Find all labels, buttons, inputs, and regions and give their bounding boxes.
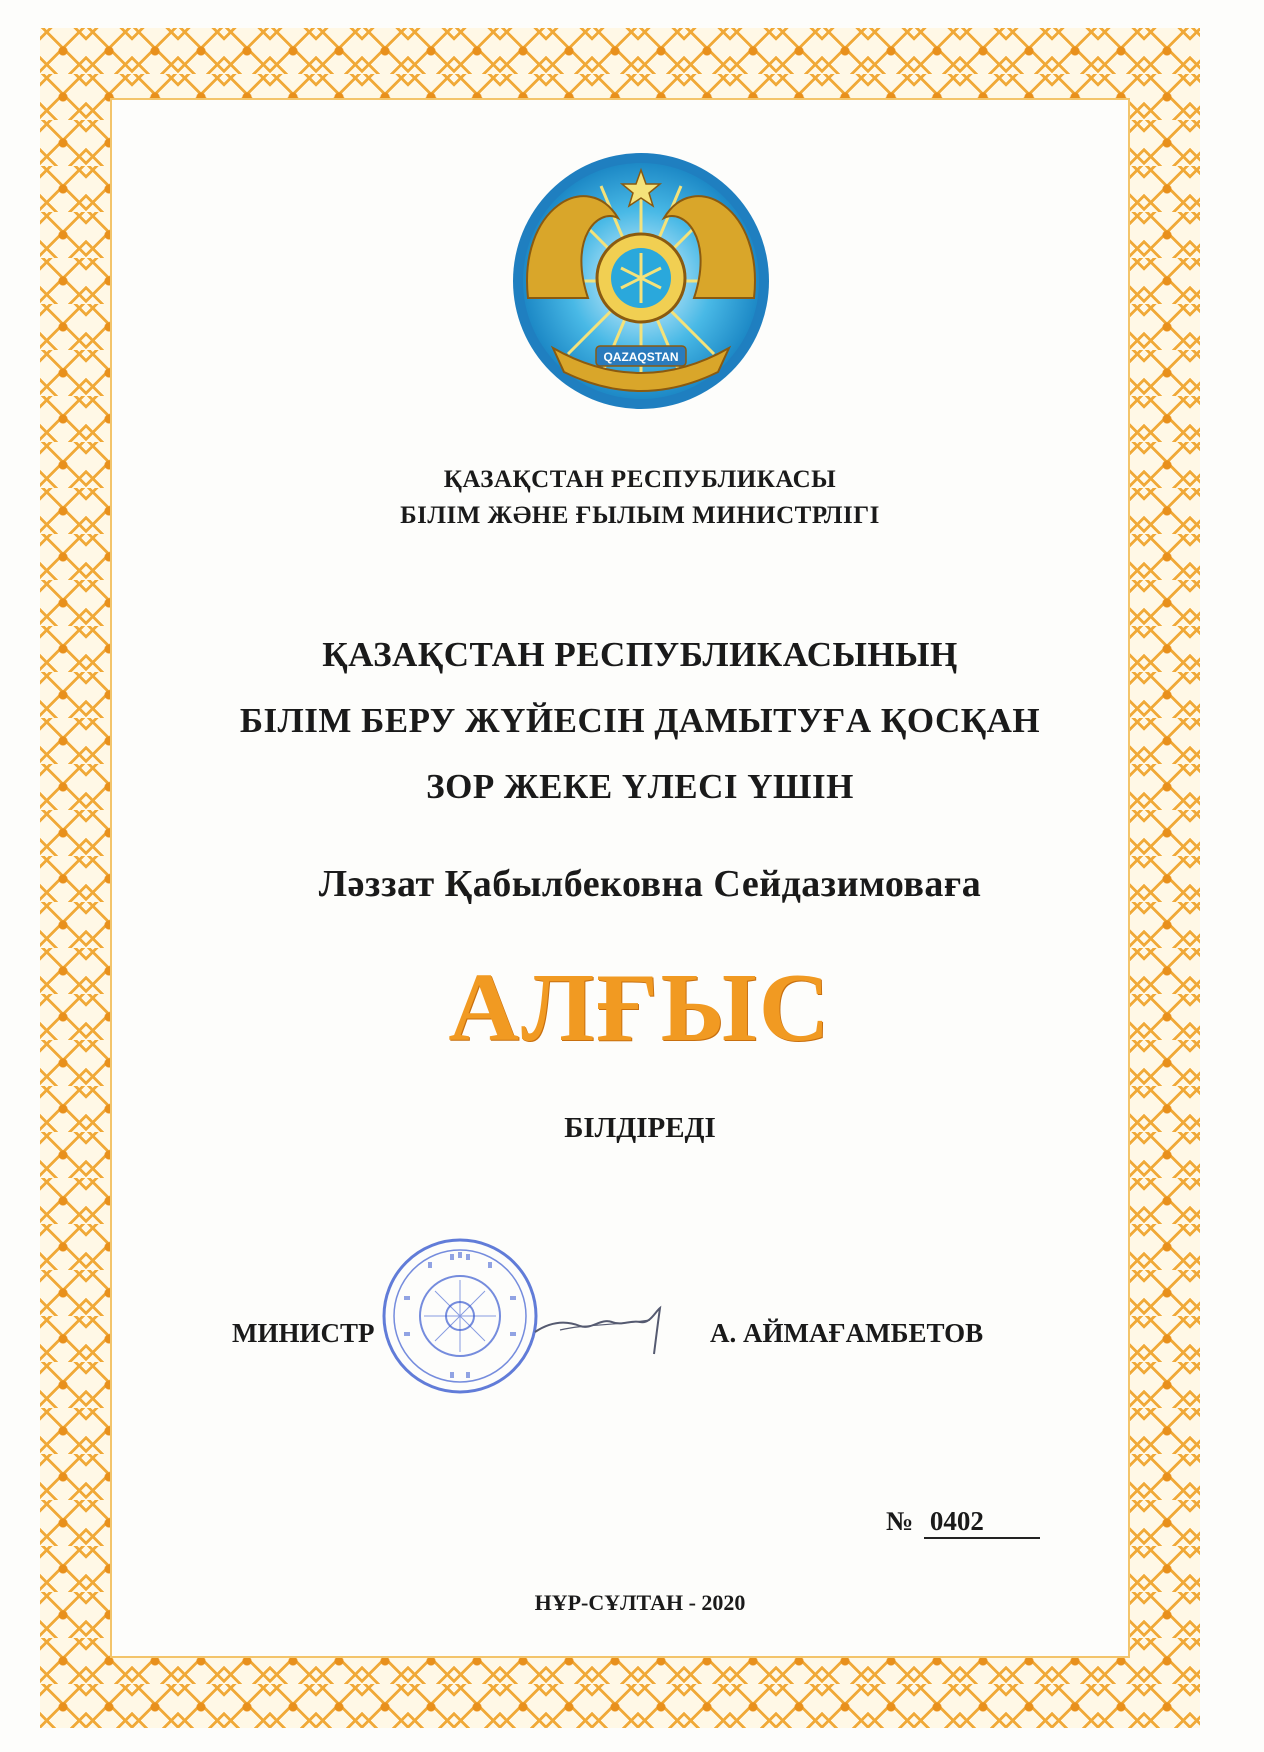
reason-line-2: БІЛІМ БЕРУ ЖҮЙЕСІН ДАМЫТУҒА ҚОСҚАН [239, 701, 1041, 740]
issuer-line-1: ҚАЗАҚСТАН РЕСПУБЛИКАСЫ [443, 466, 837, 493]
reason-line-3: ЗОР ЖЕКЕ ҮЛЕСІ ҮШІН [426, 767, 854, 806]
emblem-label: QAZAQSTAN [603, 350, 679, 364]
award-reason [120, 622, 1160, 820]
state-emblem-icon [508, 148, 774, 414]
issuer-line-2: БІЛІМ ЖӘНЕ ҒЫЛЫМ МИНИСТРЛІГІ [400, 502, 880, 529]
reason-line-1: ҚАЗАҚСТАН РЕСПУБЛИКАСЫНЫҢ [322, 635, 958, 674]
recipient-name: Ләззат Қабылбековна Сейдазимоваға [318, 863, 982, 905]
number-prefix: № [886, 1506, 914, 1536]
handwritten-signature [530, 1282, 700, 1362]
official-seal-icon [380, 1236, 540, 1396]
city-year: НҰР-СҰЛТАН - 2020 [534, 1590, 746, 1615]
certificate-subtitle: БІЛДІРЕДІ [564, 1112, 716, 1144]
number-value: 0402 [924, 1506, 1040, 1539]
certificate-title: АЛҒЫС [448, 954, 832, 1062]
signatory-name: А. АЙМАҒАМБЕТОВ [710, 1318, 984, 1348]
signatory-role: МИНИСТР [232, 1318, 375, 1348]
issuer-header [120, 462, 1160, 534]
certificate-number [886, 1506, 1040, 1539]
